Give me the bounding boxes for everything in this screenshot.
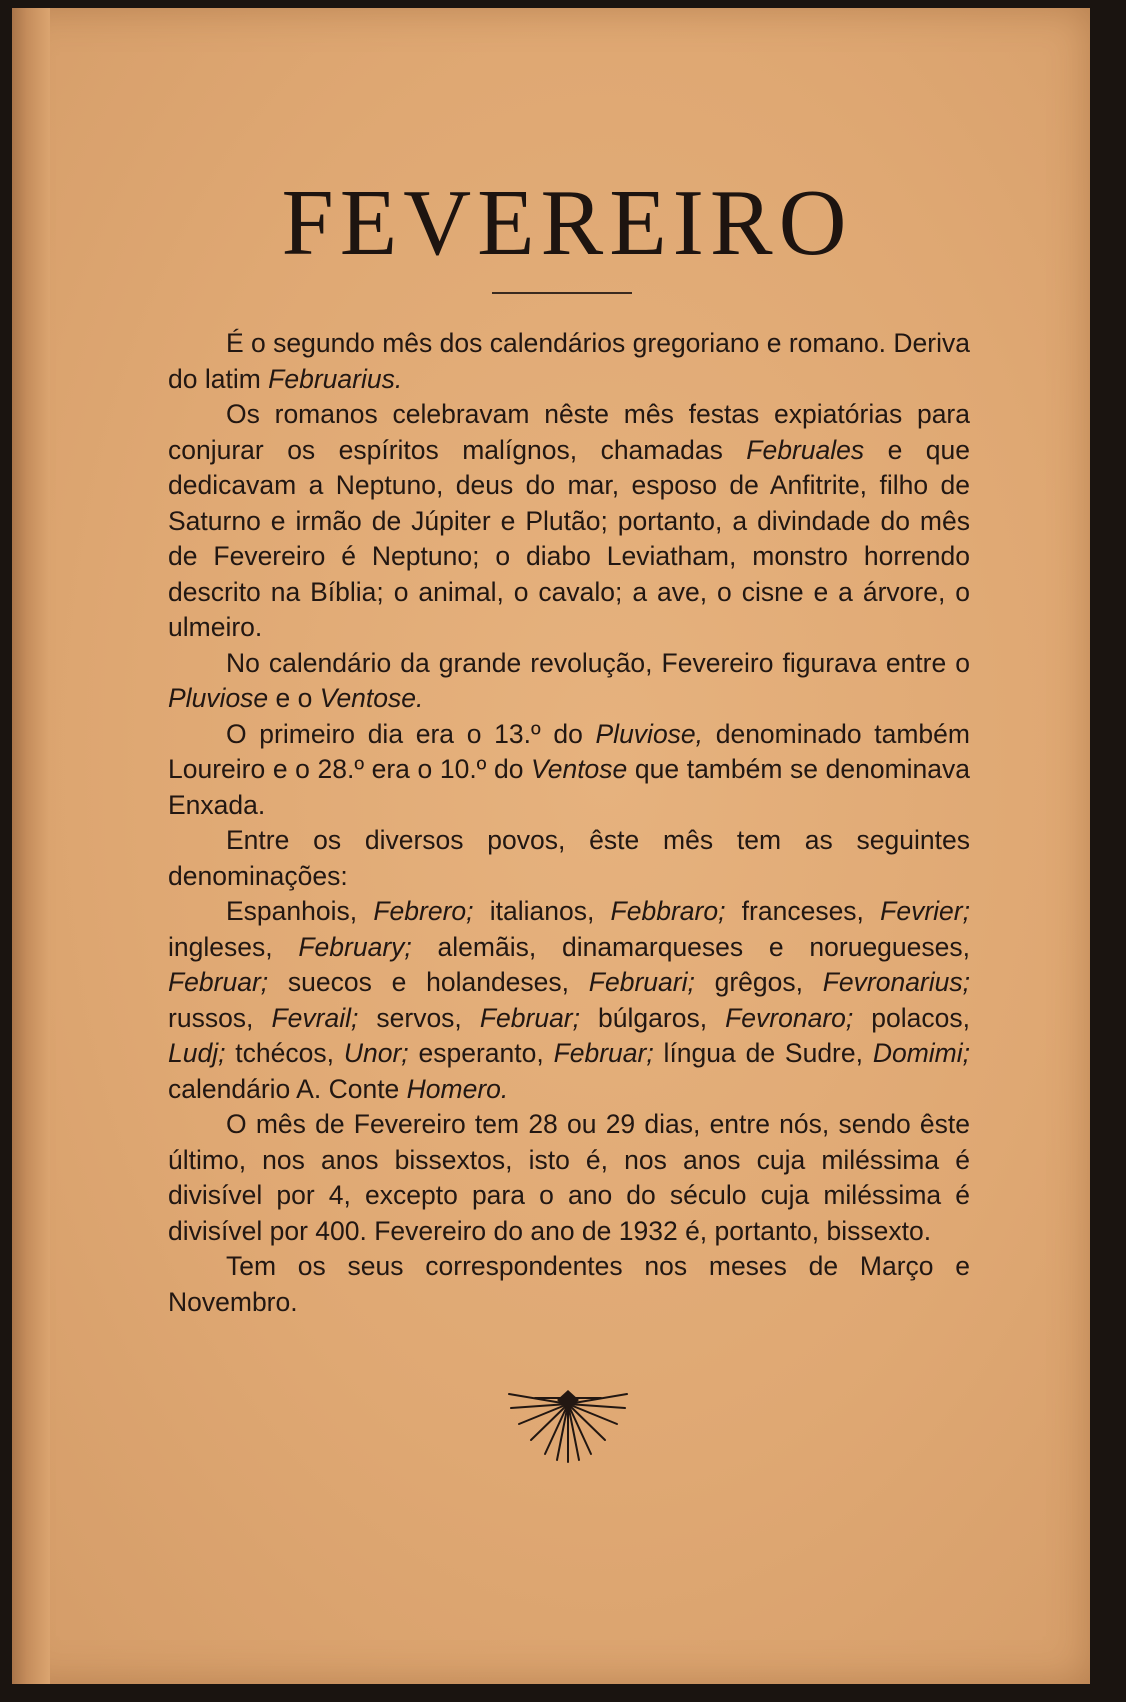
italic-term: Fevrier;	[880, 896, 970, 926]
text-run: O mês de Fevereiro tem 28 ou 29 dias, entre nós, sendo êste último, nos anos bissextos, isto é, nos anos cuja miléssima é divisível por 4, excepto para o ano do século cuja miléssima é divisível por 400. Fevereiro do ano de 1932 é, portanto, bissexto.	[168, 1109, 970, 1246]
italic-term: Fevronaro;	[725, 1002, 854, 1033]
italic-term: Homero.	[406, 1073, 509, 1104]
italic-term: Ventose.	[319, 683, 424, 713]
text-run: russos,	[168, 1002, 272, 1033]
italic-term: Februar;	[479, 1002, 580, 1033]
text-run: calendário A. Conte	[168, 1073, 407, 1104]
italic-term: Februales	[746, 434, 865, 465]
italic-term: Februari;	[588, 967, 695, 997]
text-run: que também se denominava Enxada.	[168, 754, 970, 820]
body-paragraph	[168, 326, 970, 397]
text-run: grêgos,	[694, 967, 823, 997]
radiating-fan-ornament-icon	[505, 1390, 631, 1464]
italic-term: Unor;	[343, 1038, 409, 1068]
text-run: Entre os diversos povos, êste mês tem as seguintes denominações:	[168, 825, 970, 891]
text-run: É o segundo mês dos calendários gregoriano e romano. Deriva do latim	[168, 328, 970, 394]
italic-term: February;	[298, 931, 412, 962]
body-paragraph	[168, 823, 970, 894]
italic-term: Domimi;	[872, 1038, 970, 1068]
text-run: italianos,	[473, 896, 611, 926]
text-run: Espanhois,	[226, 896, 374, 926]
text-run: búlgaros,	[580, 1002, 726, 1033]
text-run: Os romanos celebravam nêste mês festas expiatórias para conjurar os espíritos malígnos, chamadas	[168, 399, 970, 465]
body-paragraph	[168, 1107, 970, 1249]
text-run: servos,	[358, 1002, 480, 1033]
body-paragraph	[168, 717, 970, 824]
italic-term: Pluviose,	[595, 718, 704, 749]
italic-term: Februar;	[553, 1038, 654, 1068]
text-run: esperanto,	[408, 1038, 554, 1068]
body-paragraph	[168, 1249, 970, 1320]
italic-term: Pluviose	[168, 683, 269, 713]
text-run: tchécos,	[225, 1038, 344, 1068]
text-run: denominado também Loureiro e o 28.º era o 10.º do	[168, 718, 970, 784]
italic-term: Febbraro;	[610, 896, 726, 926]
italic-term: Februarius.	[268, 363, 403, 394]
text-run: franceses,	[725, 896, 881, 926]
text-run: alemãis, dinamarqueses e noruegueses,	[411, 931, 971, 962]
page-title: FEVEREIRO	[281, 171, 853, 275]
text-run: suecos e holandeses,	[268, 967, 589, 997]
text-run: Tem os seus correspondentes nos meses de Março e Novembro.	[168, 1251, 970, 1317]
text-run: e o	[268, 683, 320, 713]
italic-term: Fevronarius;	[822, 967, 970, 997]
book-page	[12, 8, 1090, 1684]
text-run: ingleses,	[168, 931, 299, 962]
body-paragraph	[168, 894, 970, 1107]
title-divider	[492, 292, 632, 294]
italic-term: Ludj;	[168, 1038, 226, 1068]
page-spine-shadow	[12, 8, 50, 1684]
text-run: O primeiro dia era o 13.º do	[226, 718, 596, 749]
body-text	[168, 326, 970, 1320]
text-run: e que dedicavam a Neptuno, deus do mar, esposo de Anfitrite, filho de Saturno e irmão de Júpiter e Plutão; portanto, a divindade do mês de Fevereiro é Neptuno; o diabo Leviatham, monstro horrendo descrito na Bíblia; o animal, o cavalo; a ave, o cisne e a árvore, o ulmeiro.	[168, 434, 970, 642]
italic-term: Fevrail;	[271, 1002, 359, 1033]
body-paragraph	[168, 646, 970, 717]
italic-term: Febrero;	[373, 896, 474, 926]
text-run: língua de Sudre,	[653, 1038, 873, 1068]
text-run: No calendário da grande revolução, Fevereiro figurava entre o	[226, 647, 970, 678]
body-paragraph	[168, 397, 970, 646]
text-run: polacos,	[853, 1002, 970, 1033]
italic-term: Februar;	[168, 967, 269, 997]
italic-term: Ventose	[531, 754, 628, 784]
